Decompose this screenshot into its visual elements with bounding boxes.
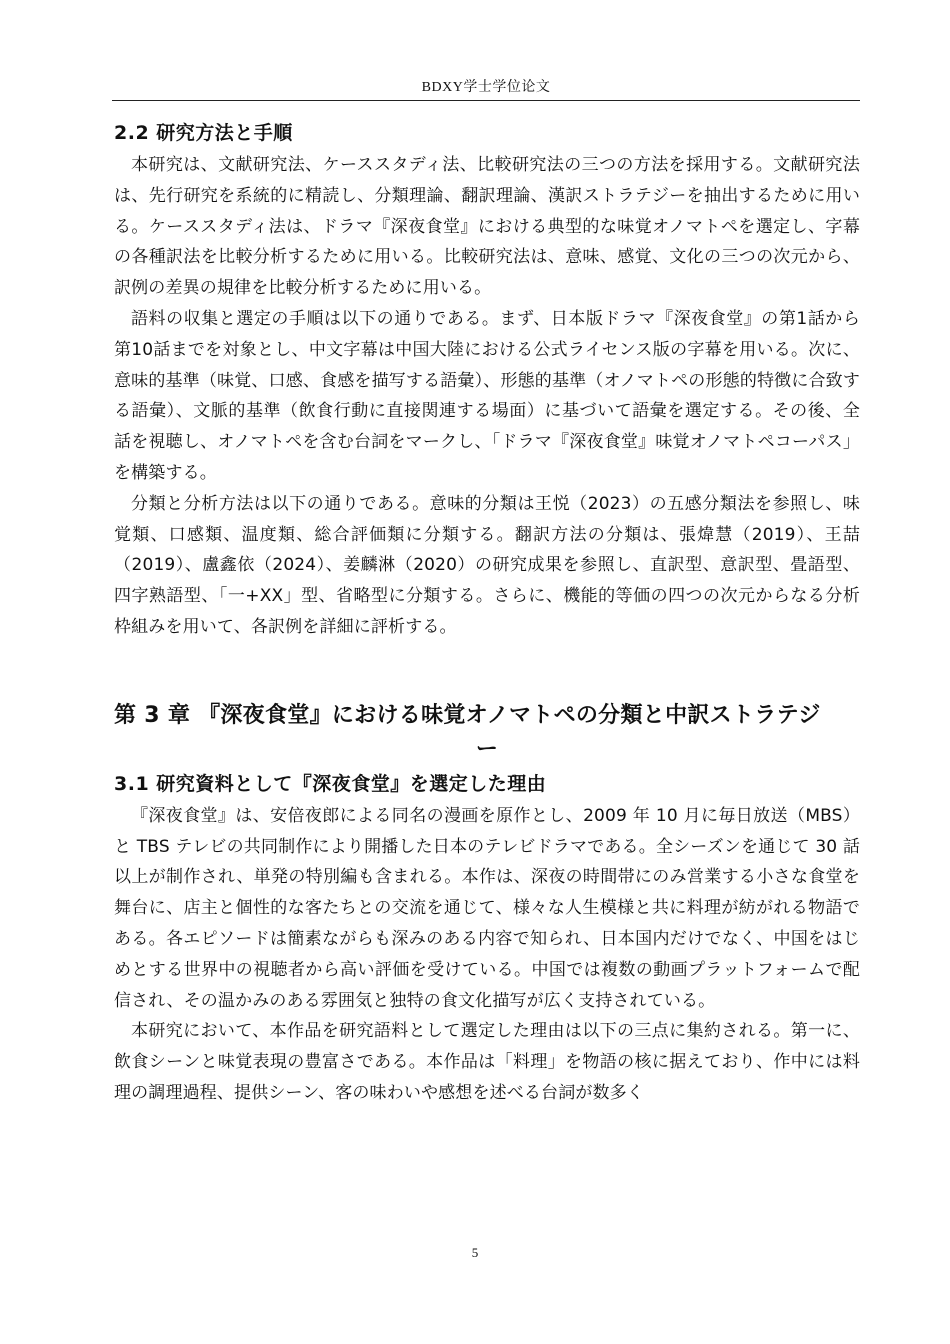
chapter-title-main: 第 3 章 『深夜食堂』における味覚オノマトペの分類と中訳ストラテジ [114, 702, 821, 728]
page-content [114, 116, 860, 1109]
paragraph: 本研究は、文献研究法、ケーススタディ法、比較研究法の三つの方法を採用する。文献研究法は、先行研究を系統的に精読し、分類理論、翻訳理論、漢訳ストラテジーを抽出するために用いる。ケーススタディ法は、ドラマ『深夜食堂』における典型的な味覚オノマトペを選定し、字幕の各種訳法を比較分析するために用いる。比較研究法は、意味、感覚、文化の三つの次元から、訳例の差異の規律を比較分析するために用いる。 [114, 155, 860, 299]
paragraph: 分類と分析方法は以下の通りである。意味的分類は王悦（2023）の五感分類法を参照し、味覚類、口感類、温度類、総合評価類に分類する。翻訳方法の分類は、張煒慧（2019）、王喆（2019）、盧鑫依（2024）、姜麟淋（2020）の研究成果を参照し、直訳型、意訳型、畳語型、四字熟語型、「一+XX」型、省略型に分類する。さらに、機能的等価の四つの次元からなる分析枠組みを用いて、各訳例を詳細に評析する。 [114, 493, 860, 637]
paragraph: 本研究において、本作品を研究語料として選定した理由は以下の三点に集約される。第一に、飲食シーンと味覚表現の豊富さである。本作品は「料理」を物語の核に据えており、作中には料理の調理過程、提供シーン、客の味わいや感想を述べる台詞が数多く [114, 1021, 860, 1103]
section-heading-2-2: 2.2 研究方法と手順 [114, 122, 293, 144]
page-number: 5 [471, 1245, 479, 1260]
header-rule [112, 100, 860, 101]
section-heading-3-1: 3.1 研究資料として『深夜食堂』を選定した理由 [114, 772, 547, 795]
chapter-title-tail: ー [475, 736, 499, 762]
running-header: BDXY学士学位论文 [421, 80, 551, 95]
paragraph: 語料の収集と選定の手順は以下の通りである。まず、日本版ドラマ『深夜食堂』の第1話から第10話までを対象とし、中文字幕は中国大陸における公式ライセンス版の字幕を用いる。次に、意味的基準（味覚、口感、食感を描写する語彙）、形態的基準（オノマトペの形態的特徴に合致する語彙）、文脈的基準（飲食行動に直接関連する場面）に基づいて語彙を選定する。その後、全話を視聴し、オノマトペを含む台詞をマークし、「ドラマ『深夜食堂』味覚オノマトペコーパス」を構築する。 [114, 308, 860, 483]
paragraph: 『深夜食堂』は、安倍夜郎による同名の漫画を原作とし、2009 年 10 月に毎日放送（MBS）と TBS テレビの共同制作により開播した日本のテレビドラマである。全シーズンを通じて 30 話以上が制作され、単発の特別編も含まれる。本作は、深夜の時間帯にのみ営業する小さな食堂を舞台に、店主と個性的な客たちとの交流を通じて、様々な人生模様と共に料理が紡がれる物語である。各エピソードは簡素ながらも深みのある内容で知られ、日本国内だけでなく、中国をはじめとする世界中の視聴者から高い評価を受けている。中国では複数の動画プラットフォームで配信され、その温かみのある雰囲気と独特の食文化描写が広く支持されている。 [114, 805, 860, 1011]
chapter-title [114, 699, 860, 767]
